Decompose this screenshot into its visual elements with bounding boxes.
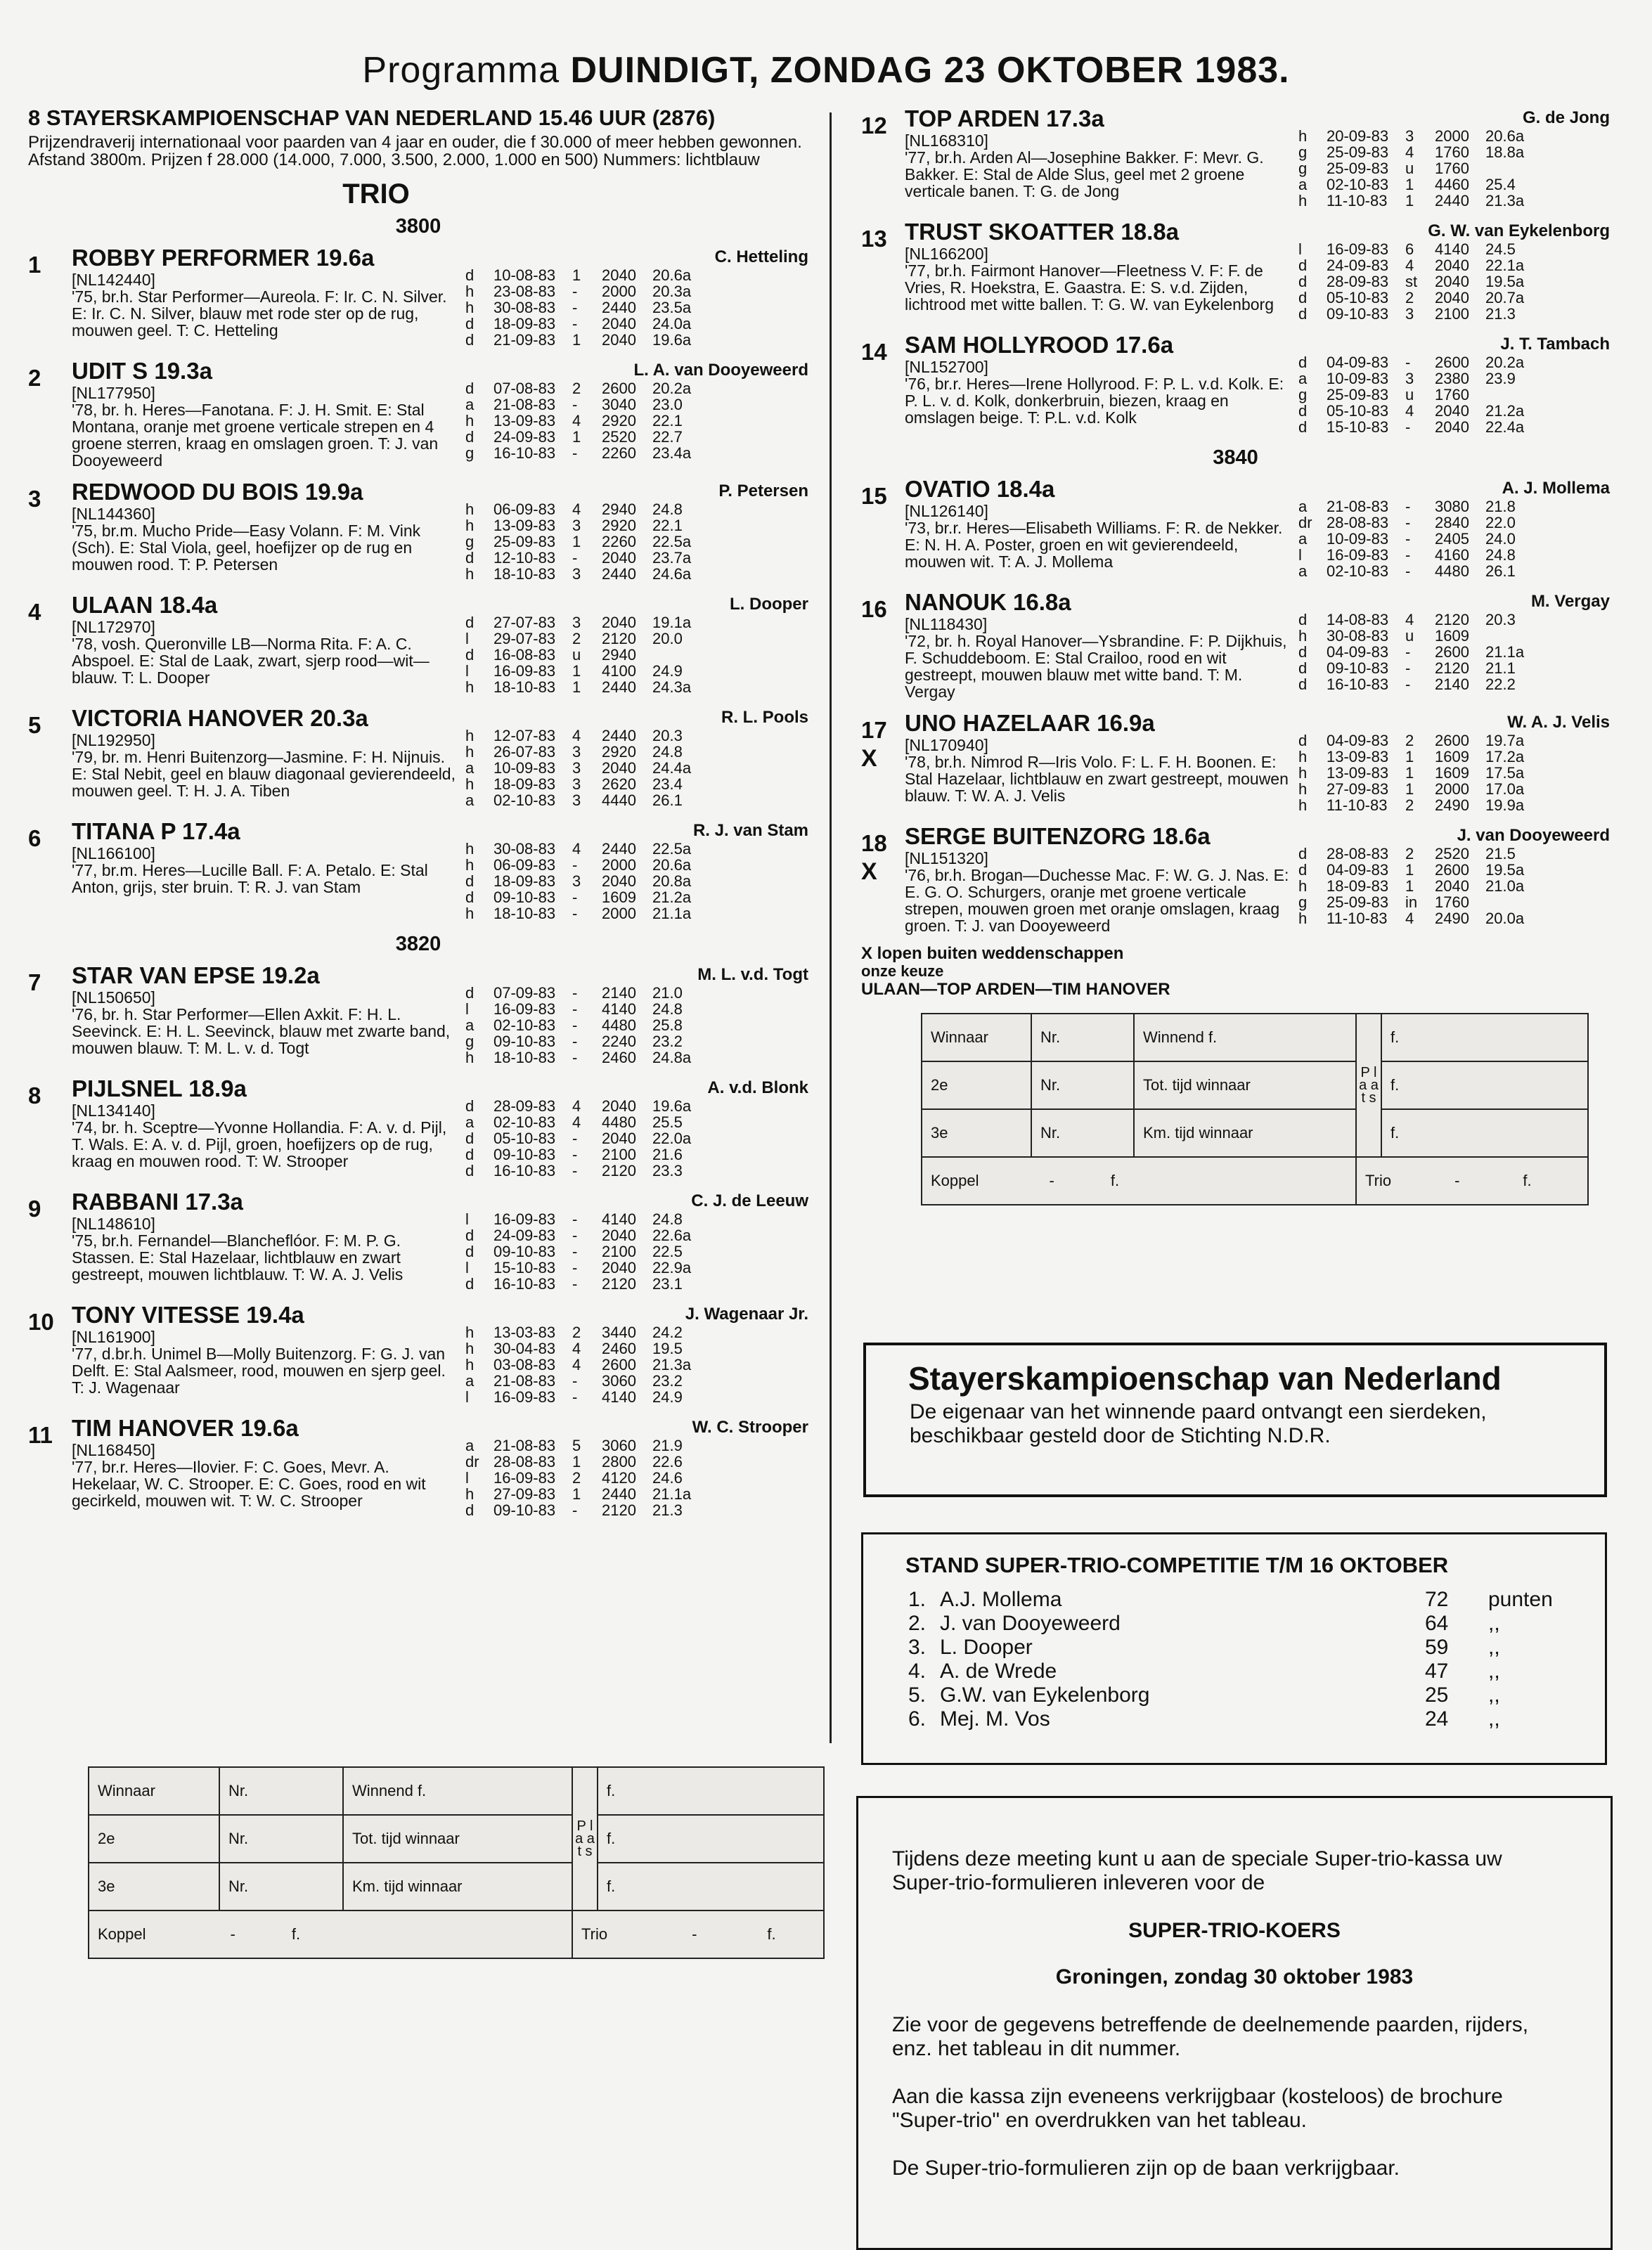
column-divider (830, 112, 832, 1743)
horse-description: '75, br.h. Fernandel—Blancheflóor. F: M. P. G. Stassen. E: Stal Hazelaar, lichtblauw en zwart gestreept, mouwen lichtblauw. T: W. A. J. Velis (72, 1231, 404, 1284)
performance-row: h 18-09-83 1 2040 21.0a (1298, 877, 1525, 895)
horse-number: 18 (861, 830, 887, 856)
performance-row: g 25-09-83 1 2260 22.5a (465, 533, 692, 550)
bet-winnaar-label: Winnaar (922, 1014, 1031, 1061)
performance-row: h 06-09-83 - 2000 20.6a (465, 856, 692, 874)
bet-winnend-label: Winnend f. (1134, 1014, 1356, 1061)
horse-description: '77, br.m. Heres—Lucille Ball. F: A. Petalo. E: Stal Anton, grijs, ster bruin. T: R. J. van Stam (72, 861, 428, 896)
performance-row: h 03-08-83 4 2600 21.3a (465, 1356, 692, 1373)
bet-nr-label: Nr. (219, 1815, 343, 1863)
horse-group-right (861, 105, 1610, 435)
bet-nr-label: Nr. (1031, 1109, 1134, 1157)
trainer-name: R. J. van Stam (692, 821, 808, 840)
horse-entry (28, 962, 808, 1066)
performance-row: d 24-09-83 1 2520 22.7 (465, 428, 683, 446)
performance-row: l 16-09-83 6 4140 24.5 (1298, 240, 1516, 258)
bet-trio-cell[interactable]: Trio - f. (572, 1910, 824, 1958)
performance-row: h 06-09-83 4 2940 24.8 (465, 500, 683, 518)
performance-row: h 11-10-83 1 2440 21.3a (1298, 192, 1525, 209)
race-description: Prijzendraverij internationaal voor paarden van 4 jaar en ouder, die f 30.000 of meer hebben gewonnen. Afstand 3800m. Prijzen f 28.000 (14.000, 7.000, 3.500, 2.000, 1.000 en 500) Nummers: lichtblauw (28, 133, 802, 169)
horse-entry (861, 105, 1610, 209)
performance-row: a 02-10-83 1 4460 25.4 (1298, 176, 1516, 193)
standing-box (861, 1532, 1607, 1765)
x-note: X lopen buiten weddenschappen (861, 944, 1124, 963)
horse-description: '76, br.h. Brogan—Duchesse Mac. F: W. G. J. Nas. E: E. G. O. Schurgers, oranje met groene verticale strepen, mouwen groen met oranje omslagen, kraag groen. T: J. van Dooyeweerd (905, 866, 1289, 935)
kassa-p3: Aan die kassa zijn eveneens verkrijgbaar (kosteloos) de brochure "Super-trio" en overdrukken van het tableau. (892, 2085, 1503, 2132)
performance-row: d 15-10-83 - 2040 22.4a (1298, 418, 1525, 436)
horse-name: TONY VITESSE 19.4a (72, 1302, 304, 1328)
standing-table (908, 1588, 1553, 1731)
performance-row: d 18-09-83 - 2040 24.0a (465, 315, 692, 332)
horse-code: [NL161900] (72, 1328, 155, 1346)
performance-row: d 04-09-83 - 2600 20.2a (1298, 354, 1525, 371)
bet-nr-label: Nr. (219, 1767, 343, 1815)
horse-name: UNO HAZELAAR 16.9a (905, 710, 1155, 736)
performance-row: d 04-09-83 - 2600 21.1a (1298, 643, 1525, 661)
horse-number: 10 (28, 1309, 54, 1335)
performance-row: d 04-09-83 1 2600 19.5a (1298, 861, 1525, 879)
trainer-name: L. A. van Dooyeweerd (633, 361, 808, 380)
performance-row: d 12-10-83 - 2040 23.7a (465, 549, 692, 567)
performance-table (465, 380, 808, 461)
performance-row: a 21-08-83 5 3060 21.9 (465, 1437, 683, 1454)
page-title: Programma DUINDIGT, ZONDAG 23 OKTOBER 1983. (362, 50, 1290, 91)
performance-table (1298, 612, 1610, 692)
performance-row: a 10-09-83 3 2040 24.4a (465, 759, 692, 777)
horse-entry (28, 818, 808, 922)
performance-row: d 14-08-83 4 2120 20.3 (1298, 611, 1516, 628)
bet-koppel-cell[interactable]: Koppel - f. (922, 1157, 1356, 1205)
standing-row: 6. Mej. M. Vos 24 ,, (908, 1707, 1500, 1731)
standing-row: 3. L. Dooper 59 ,, (908, 1636, 1500, 1659)
horse-description: '77, br.h. Fairmont Hanover—Fleetness V. F: F. de Vries, R. Hoekstra, E. Gaastra. E: S. v.d. Zijden, lichtrood met witte ballen. T: G. W. van Eykelenborg (905, 261, 1274, 313)
performance-row: h 11-10-83 4 2490 20.0a (1298, 910, 1525, 927)
performance-table (465, 1437, 808, 1518)
horse-group-3800 (28, 245, 808, 922)
horse-name: RABBANI 17.3a (72, 1189, 243, 1215)
horse-entry (28, 245, 808, 348)
performance-row: l 16-09-83 - 4140 24.8 (465, 1000, 683, 1018)
performance-row: h 11-10-83 2 2490 19.9a (1298, 796, 1525, 814)
trainer-name: J. van Dooyeweerd (1457, 826, 1610, 845)
bet-second-label: 2e (89, 1815, 219, 1863)
horse-code: [NL142440] (72, 271, 155, 289)
horse-description: '76, br. h. Star Performer—Ellen Axkit. F: H. L. Seevinck. E: H. L. Seevinck, blauw met zwarte band, mouwen blauw. T: M. L. v. d. Togt (72, 1005, 451, 1057)
bet-koppel-cell[interactable]: Koppel - f. (89, 1910, 572, 1958)
bet-f-field[interactable]: f. (598, 1767, 824, 1815)
horse-code: [NL177950] (72, 384, 155, 402)
performance-row: l 29-07-83 2 2120 20.0 (465, 630, 683, 647)
distance-3840: 3840 (1213, 446, 1258, 469)
performance-row: a 10-09-83 3 2380 23.9 (1298, 370, 1516, 387)
bet-form-right[interactable] (921, 1013, 1589, 1205)
trainer-name: M. L. v.d. Togt (697, 965, 808, 984)
performance-row: d 16-08-83 u 2940 (465, 646, 636, 664)
horse-entry (861, 476, 1610, 579)
performance-row: d 18-09-83 3 2040 20.8a (465, 872, 692, 890)
trainer-name: P. Petersen (718, 481, 808, 500)
horse-code: [NL118430] (905, 615, 988, 633)
performance-row: d 09-10-83 - 2120 21.3 (465, 1501, 683, 1519)
standing-row: 2. J. van Dooyeweerd 64 ,, (908, 1612, 1500, 1635)
bet-tot-tijd-label: Tot. tijd winnaar (1134, 1061, 1356, 1109)
horse-code: [NL144360] (72, 505, 155, 523)
bet-winnaar-label: Winnaar (89, 1767, 219, 1815)
trainer-name: C. J. de Leeuw (691, 1191, 808, 1210)
bet-plaats-label: P l a a t s (572, 1767, 598, 1910)
horse-name: ULAAN 18.4a (72, 592, 218, 618)
performance-row: d 09-10-83 - 2100 21.6 (465, 1146, 683, 1163)
bet-tot-tijd-label: Tot. tijd winnaar (343, 1815, 572, 1863)
horse-code: [NL134140] (72, 1101, 155, 1120)
keuze-label: onze keuze (861, 962, 944, 980)
performance-row: d 09-10-83 - 1609 21.2a (465, 888, 692, 906)
performance-row: h 26-07-83 3 2920 24.8 (465, 743, 683, 761)
horse-description: '78, br.h. Nimrod R—Iris Volo. F: L. F. H. Boonen. E: Stal Hazelaar, lichtblauw en zwart gestreept, mouwen blauw. T: W. A. J. Velis (905, 753, 1289, 805)
performance-row: d 05-10-83 4 2040 21.2a (1298, 402, 1525, 420)
kassa-p2: Zie voor de gegevens betreffende de deelnemende paarden, rijders, enz. het tableau in dit nummer. (892, 2013, 1529, 2060)
performance-row: h 12-07-83 4 2440 20.3 (465, 727, 683, 744)
performance-row: d 27-07-83 3 2040 19.1a (465, 614, 692, 631)
horse-entry (28, 705, 808, 808)
horse-name: TRUST SKOATTER 18.8a (905, 219, 1179, 245)
horse-name: VICTORIA HANOVER 20.3a (72, 705, 368, 731)
bet-km-tijd-label: Km. tijd winnaar (1134, 1109, 1356, 1157)
performance-row: h 18-09-83 3 2620 23.4 (465, 775, 683, 793)
horse-description: '79, br. m. Henri Buitenzorg—Jasmine. F: H. Nijnuis. E: Stal Nebit, geel en blauw diagonaal gevierendeeld, mouwen geel. T: H. J. A. Tiben (72, 748, 456, 800)
horse-number: 9 (28, 1196, 41, 1222)
horse-entry (28, 1415, 808, 1518)
horse-code: [NL168450] (72, 1441, 155, 1459)
kassa-p4: De Super-trio-formulieren zijn op de baan verkrijgbaar. (892, 2157, 1400, 2180)
announcement-box (863, 1343, 1607, 1497)
performance-row: d 09-10-83 - 2100 22.5 (465, 1243, 683, 1260)
horse-number: 12 (861, 112, 887, 138)
performance-row: d 07-09-83 - 2140 21.0 (465, 984, 683, 1002)
horse-description: '72, br. h. Royal Hanover—Ysbrandine. F: P. Dijkhuis, F. Schuddeboom. E: Stal Crailoo, rood en wit gestreept, mouwen blauw met witte band. T: M. Vergay (905, 632, 1287, 701)
bet-third-label: 3e (922, 1109, 1031, 1157)
horse-name: NANOUK 16.8a (905, 589, 1071, 615)
performance-table (1298, 128, 1610, 209)
horse-entry (28, 1302, 808, 1405)
performance-table (465, 614, 808, 695)
performance-table (1298, 732, 1610, 813)
horse-description: '78, vosh. Queronville LB—Norma Rita. F: A. C. Abspoel. E: Stal de Laak, zwart, sjerp rood—wit—blauw. T: L. Dooper (72, 635, 430, 687)
horse-entry (28, 592, 808, 695)
horse-name: TIM HANOVER 19.6a (72, 1415, 299, 1441)
performance-table (465, 985, 808, 1066)
trainer-name: G. de Jong (1522, 108, 1610, 127)
horse-entry (28, 479, 808, 582)
trainer-name: W. C. Strooper (692, 1418, 808, 1437)
performance-row: g 25-09-83 4 1760 18.8a (1298, 143, 1525, 161)
horse-number: 2 (28, 365, 41, 391)
performance-table (1298, 846, 1610, 926)
performance-row: h 23-08-83 - 2000 20.3a (465, 283, 692, 300)
performance-row: a 21-08-83 - 3040 23.0 (465, 396, 683, 413)
performance-row: g 25-09-83 u 1760 (1298, 386, 1469, 403)
trainer-name: M. Vergay (1530, 592, 1610, 611)
horse-code: [NL151320] (905, 849, 988, 867)
horse-number: 3 (28, 486, 41, 512)
trainer-name: L. Dooper (730, 595, 808, 614)
horse-name: TOP ARDEN 17.3a (905, 105, 1104, 131)
kassa-heading: SUPER-TRIO-KOERS (1128, 1919, 1341, 1942)
performance-row: d 28-09-83 4 2040 19.6a (465, 1097, 692, 1115)
standing-row: 4. A. de Wrede 47 ,, (908, 1660, 1500, 1683)
performance-row: a 02-10-83 3 4440 26.1 (465, 791, 683, 809)
standing-row: 1. A.J. Mollema 72 punten (908, 1588, 1553, 1611)
announcement-body: De eigenaar van het winnende paard ontvangt een sierdeken, beschikbaar gesteld door de Stichting N.D.R. (910, 1400, 1487, 1447)
standing-title: STAND SUPER-TRIO-COMPETITIE T/M 16 OKTOBER (905, 1553, 1449, 1577)
performance-row: d 16-10-83 - 2120 23.1 (465, 1275, 683, 1293)
performance-row: a 21-08-83 - 3060 23.2 (465, 1372, 683, 1390)
horse-entry (28, 1189, 808, 1292)
performance-row: g 25-09-83 in 1760 (1298, 893, 1469, 911)
horse-entry (861, 332, 1610, 435)
horse-name: UDIT S 19.3a (72, 358, 212, 384)
horse-group-3840 (861, 476, 1610, 934)
performance-row: d 09-10-83 3 2100 21.3 (1298, 305, 1516, 323)
horse-description: '77, br.r. Heres—Ilovier. F: C. Goes, Mevr. A. Hekelaar, W. C. Strooper. E: C. Goes, rood en wit gecirkeld, mouwen wit. T: W. C. Strooper (72, 1458, 426, 1510)
distance-3800: 3800 (395, 215, 441, 238)
bet-third-label: 3e (89, 1863, 219, 1910)
horse-number: 4 (28, 599, 41, 625)
performance-table (465, 1324, 808, 1405)
horse-code: [NL192950] (72, 731, 155, 749)
bet-second-label: 2e (922, 1061, 1031, 1109)
performance-row: a 02-10-83 - 4480 25.8 (465, 1016, 683, 1034)
horse-entry (861, 589, 1610, 700)
performance-table (1298, 241, 1610, 322)
trainer-name: C. Hetteling (714, 247, 808, 266)
performance-row: h 13-09-83 1 1609 17.2a (1298, 748, 1525, 765)
trainer-name: G. W. van Eykelenborg (1428, 221, 1610, 240)
horse-number: 16 (861, 596, 887, 622)
bet-f-field[interactable]: f. (598, 1863, 824, 1910)
horse-description: '73, br.r. Heres—Elisabeth Williams. F: R. de Nekker. E: N. H. A. Poster, groen en wit gevierendeeld, mouwen wit. T: A. J. Mollema (905, 519, 1283, 571)
performance-row: h 13-09-83 4 2920 22.1 (465, 412, 683, 429)
race-heading: 8 STAYERSKAMPIOENSCHAP VAN NEDERLAND 15.46 UUR (2876) (28, 105, 716, 130)
horse-number: 8 (28, 1082, 41, 1108)
performance-row: d 24-09-83 4 2040 22.1a (1298, 257, 1525, 274)
horse-number: 17 (861, 717, 887, 743)
performance-row: g 25-09-83 u 1760 (1298, 160, 1469, 177)
horse-entry (861, 823, 1610, 934)
horse-name: REDWOOD DU BOIS 19.9a (72, 479, 363, 505)
performance-row: h 18-10-83 3 2440 24.6a (465, 565, 692, 583)
horse-description: '74, br. h. Sceptre—Yvonne Hollandia. F: A. v. d. Pijl, T. Wals. E: A. v. d. Pijl, groen, hoefijzers op de rug, kraag en mouwen rood. T: W. Strooper (72, 1118, 447, 1170)
performance-row: h 18-10-83 1 2440 24.3a (465, 678, 692, 696)
horse-code: [NL150650] (72, 988, 155, 1007)
kassa-box (856, 1796, 1613, 2250)
performance-table (1298, 498, 1610, 579)
horse-description: '77, d.br.h. Unimel B—Molly Buitenzorg. F: G. J. van Delft. E: Stal Aalsmeer, rood, mouwen en sjerp geel. T: J. Wagenaar (72, 1345, 446, 1397)
performance-row: h 18-10-83 - 2460 24.8a (465, 1049, 692, 1066)
performance-row: h 13-03-83 2 3440 24.2 (465, 1324, 683, 1341)
performance-row: h 27-09-83 1 2440 21.1a (465, 1485, 692, 1503)
performance-row: h 30-04-83 4 2460 19.5 (465, 1340, 683, 1357)
horse-description: '75, br.m. Mucho Pride—Easy Volann. F: M. Vink (Sch). E: Stal Viola, geel, hoefijzer op de rug en mouwen rood. T: P. Petersen (72, 522, 421, 574)
bet-km-tijd-label: Km. tijd winnaar (343, 1863, 572, 1910)
x-mark: X (861, 745, 877, 772)
horse-name: STAR VAN EPSE 19.2a (72, 962, 320, 988)
performance-row: h 13-09-83 3 2920 22.1 (465, 517, 683, 534)
kassa-subheading: Groningen, zondag 30 oktober 1983 (1055, 1965, 1414, 1989)
performance-row: h 30-08-83 - 2440 23.5a (465, 299, 692, 316)
horse-description: '78, br. h. Heres—Fanotana. F: J. H. Smit. E: Stal Montana, oranje met groene verticale strepen en 4 groene sterren, kraag en omslagen groen. T: J. van Dooyeweerd (72, 401, 439, 470)
bet-nr-label: Nr. (1031, 1061, 1134, 1109)
performance-row: h 30-08-83 4 2440 22.5a (465, 840, 692, 858)
horse-name: PIJLSNEL 18.9a (72, 1075, 247, 1101)
performance-row: l 16-09-83 1 4100 24.9 (465, 662, 683, 680)
horse-description: '75, br.h. Star Performer—Aureola. F: Ir. C. N. Silver. E: Ir. C. N. Silver, blauw met rode ster op de rug, mouwen geel. T: C. Hetteling (72, 287, 447, 340)
performance-row: h 30-08-83 u 1609 (1298, 627, 1469, 645)
bet-plaats-label: P l a a t s (1356, 1014, 1381, 1157)
bet-nr-label: Nr. (1031, 1014, 1134, 1061)
right-column (861, 105, 1610, 1205)
trio-heading: TRIO (342, 179, 410, 209)
performance-row: d 21-09-83 1 2040 19.6a (465, 331, 692, 349)
keuze-value: ULAAN—TOP ARDEN—TIM HANOVER (861, 980, 1170, 999)
performance-row: l 16-09-83 2 4120 24.6 (465, 1469, 683, 1487)
performance-table (465, 1211, 808, 1292)
trainer-name: A. v.d. Blonk (707, 1078, 808, 1097)
horse-name: ROBBY PERFORMER 19.6a (72, 245, 375, 271)
performance-row: d 24-09-83 - 2040 22.6a (465, 1227, 692, 1244)
performance-table (465, 1098, 808, 1179)
performance-row: d 10-08-83 1 2040 20.6a (465, 266, 692, 284)
bet-form-left[interactable] (88, 1766, 825, 1959)
horse-number: 6 (28, 825, 41, 851)
left-column (28, 105, 808, 1943)
horse-entry (28, 358, 808, 469)
performance-row: d 16-10-83 - 2120 23.3 (465, 1162, 683, 1179)
horse-entry (861, 710, 1610, 813)
performance-row: dr 28-08-83 - 2840 22.0 (1298, 514, 1516, 531)
performance-row: l 16-09-83 - 4140 24.8 (465, 1210, 683, 1228)
performance-row: l 15-10-83 - 2040 22.9a (465, 1259, 692, 1276)
horse-entry (28, 1075, 808, 1179)
performance-row: a 02-10-83 4 4480 25.5 (465, 1113, 683, 1131)
announcement-title: Stayerskampioenschap van Nederland (908, 1360, 1502, 1397)
performance-row: a 10-09-83 - 2405 24.0 (1298, 530, 1516, 548)
horse-code: [NL152700] (905, 358, 988, 376)
horse-code: [NL170940] (905, 736, 988, 754)
performance-row: d 05-10-83 - 2040 22.0a (465, 1130, 692, 1147)
performance-row: d 05-10-83 2 2040 20.7a (1298, 289, 1525, 306)
performance-row: d 16-10-83 - 2140 22.2 (1298, 675, 1516, 693)
performance-row: d 09-10-83 - 2120 21.1 (1298, 659, 1516, 677)
performance-row: h 20-09-83 3 2000 20.6a (1298, 127, 1525, 145)
performance-row: d 28-08-83 2 2520 21.5 (1298, 845, 1516, 862)
horse-code: [NL168310] (905, 131, 988, 150)
performance-row: dr 28-08-83 1 2800 22.6 (465, 1453, 683, 1470)
performance-row: d 04-09-83 2 2600 19.7a (1298, 732, 1525, 749)
horse-number: 15 (861, 483, 887, 509)
bet-winnend-label: Winnend f. (343, 1767, 572, 1815)
performance-row: h 13-09-83 1 1609 17.5a (1298, 764, 1525, 782)
performance-row: l 16-09-83 - 4140 24.9 (465, 1388, 683, 1406)
bet-f-field[interactable]: f. (1381, 1109, 1588, 1157)
horse-number: 5 (28, 712, 41, 738)
horse-number: 1 (28, 252, 41, 278)
horse-code: [NL148610] (72, 1215, 155, 1233)
horse-entry (861, 219, 1610, 322)
trainer-name: J. T. Tambach (1500, 335, 1610, 354)
horse-name: SAM HOLLYROOD 17.6a (905, 332, 1174, 358)
performance-row: h 27-09-83 1 2000 17.0a (1298, 780, 1525, 798)
performance-row: a 21-08-83 - 3080 21.8 (1298, 498, 1516, 515)
performance-table (465, 267, 808, 348)
horse-code: [NL172970] (72, 618, 155, 636)
horse-name: OVATIO 18.4a (905, 476, 1055, 502)
horse-description: '77, br.h. Arden Al—Josephine Bakker. F: Mevr. G. Bakker. E: Stal de Alde Slus, geel met 2 groene verticale banen. T: G. de Jong (905, 148, 1264, 200)
bet-f-field[interactable]: f. (598, 1815, 824, 1863)
standing-row: 5. G.W. van Eykelenborg 25 ,, (908, 1683, 1500, 1707)
performance-table (1298, 354, 1610, 435)
bet-nr-label: Nr. (219, 1863, 343, 1910)
performance-row: g 09-10-83 - 2240 23.2 (465, 1033, 683, 1050)
performance-table (465, 841, 808, 922)
performance-row: a 02-10-83 - 4480 26.1 (1298, 562, 1516, 580)
x-mark: X (861, 858, 877, 885)
horse-number: 11 (28, 1422, 53, 1448)
horse-number: 14 (861, 339, 887, 365)
horse-name: SERGE BUITENZORG 18.6a (905, 823, 1211, 849)
kassa-intro: Tijdens deze meeting kunt u aan de speciale Super-trio-kassa uw Super-trio-formulieren inleveren voor de (892, 1847, 1502, 1894)
bet-f-field[interactable]: f. (1381, 1014, 1588, 1061)
horse-code: [NL166200] (905, 245, 988, 263)
performance-row: h 18-10-83 - 2000 21.1a (465, 905, 692, 922)
performance-table (465, 501, 808, 582)
horse-number: 13 (861, 226, 887, 252)
performance-row: l 16-09-83 - 4160 24.8 (1298, 546, 1516, 564)
trainer-name: J. Wagenaar Jr. (685, 1305, 808, 1324)
bet-trio-cell[interactable]: Trio - f. (1356, 1157, 1588, 1205)
horse-name: TITANA P 17.4a (72, 818, 240, 844)
trainer-name: R. L. Pools (721, 708, 808, 727)
horse-group-3820 (28, 962, 808, 1518)
bet-f-field[interactable]: f. (1381, 1061, 1588, 1109)
horse-number: 7 (28, 969, 41, 995)
distance-3820: 3820 (395, 933, 441, 955)
horse-description: '76, br.r. Heres—Irene Hollyrood. F: P. L. v.d. Kolk. E: P. L. v. d. Kolk, donkerbruin, biezen, kraag en omslagen beige. T: P.L. v.d. Kolk (905, 375, 1284, 427)
performance-row: d 28-09-83 st 2040 19.5a (1298, 273, 1525, 290)
horse-code: [NL166100] (72, 844, 155, 862)
horse-code: [NL126140] (905, 502, 988, 520)
performance-table (465, 728, 808, 808)
trainer-name: A. J. Mollema (1502, 479, 1610, 498)
trainer-name: W. A. J. Velis (1507, 713, 1610, 732)
performance-row: d 07-08-83 2 2600 20.2a (465, 380, 692, 397)
performance-row: g 16-10-83 - 2260 23.4a (465, 444, 692, 462)
